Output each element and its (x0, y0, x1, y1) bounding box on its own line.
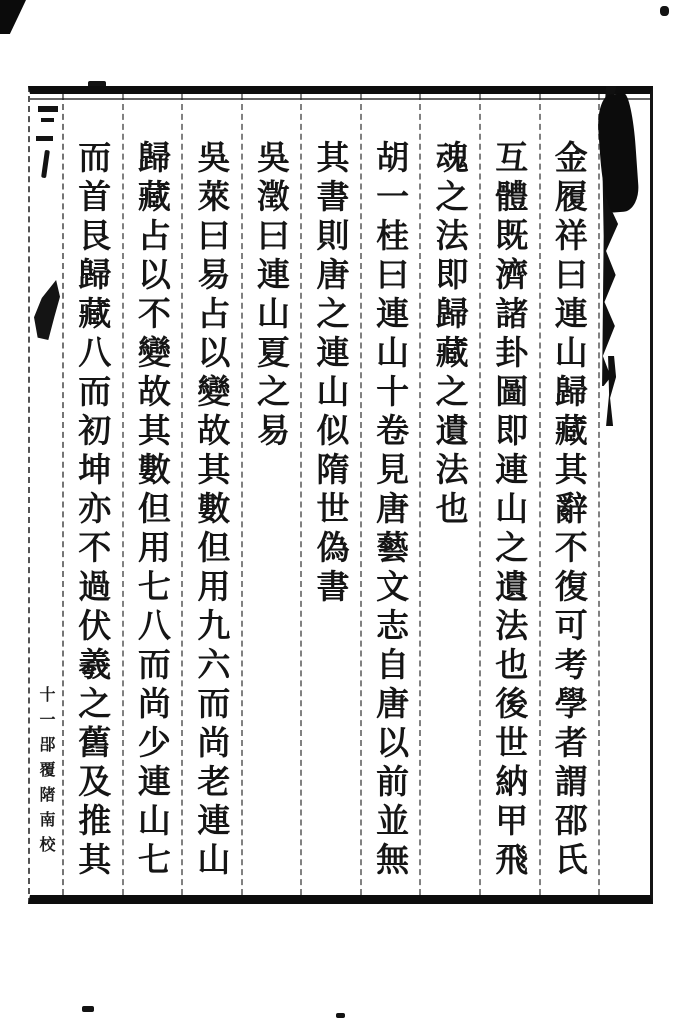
left-margin (30, 94, 64, 895)
text-column-3 (421, 94, 481, 895)
ink-speck (336, 1013, 345, 1018)
text-column-6 (243, 94, 303, 895)
column-text: 胡一桂曰連山十卷見唐藝文志自唐以前並無 (371, 140, 411, 881)
right-margin (600, 94, 650, 895)
seal-smear-icon (596, 93, 640, 213)
page-frame (28, 86, 653, 904)
text-column-8 (124, 94, 184, 895)
text-column-2 (481, 94, 541, 895)
margin-glyph-fragment (41, 118, 54, 122)
text-column-7 (183, 94, 243, 895)
leaf-number-label: 十一郘覆陼南校 (37, 686, 56, 861)
ink-speck (82, 1006, 94, 1012)
column-text: 吳萊曰易占以變故其數但用九六而尚老連山 (192, 140, 232, 881)
margin-glyph-fragment (36, 136, 53, 141)
column-text: 魂之法即歸藏之遺法也 (430, 140, 470, 530)
text-column-4 (362, 94, 422, 895)
gutter-ink-streak (606, 356, 616, 426)
column-text: 歸藏占以不變故其數但用七八而尚少連山七 (132, 140, 172, 881)
column-text: 而首艮歸藏八而初坤亦不過伏羲之舊及推其 (73, 140, 113, 881)
column-text: 互體既濟諸卦圖即連山之遺法也後世納甲飛 (490, 140, 530, 881)
column-text: 金履祥曰連山歸藏其辭不復可考學者謂邵氏 (549, 140, 589, 881)
seal-stamp-icon (34, 280, 60, 340)
text-column-5 (302, 94, 362, 895)
text-column-9 (64, 94, 124, 895)
column-text: 其書則唐之連山似隋世偽書 (311, 140, 351, 608)
margin-glyph-fragment (38, 106, 58, 112)
corner-ink-blot (0, 0, 26, 34)
margin-glyph-fragment (41, 150, 50, 178)
column-text: 吳澂曰連山夏之易 (251, 140, 291, 452)
text-column-1 (541, 94, 601, 895)
ink-speck (660, 6, 669, 16)
